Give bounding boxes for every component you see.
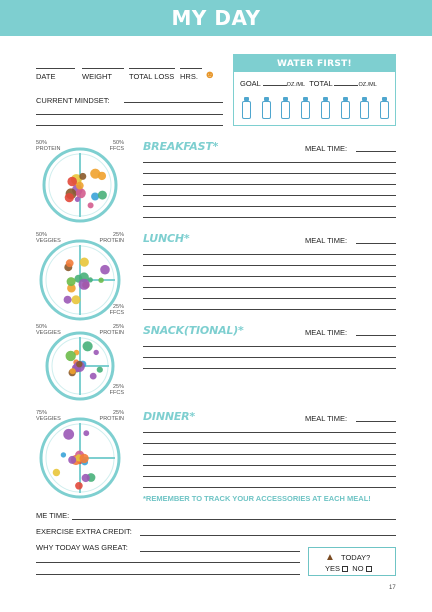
plate-left-label: 50% VEGGIES [36,324,61,336]
poop-yes-label: YES [325,564,341,573]
plate-right-label: 25% PROTEIN [99,410,124,422]
water-total-unit: OZ./ML [358,82,377,88]
water-heading: WATER FIRST! [234,55,395,72]
poop-yes-checkbox[interactable] [342,566,348,572]
weight-label: WEIGHT [82,72,112,81]
water-bottle-icon[interactable] [301,97,310,119]
mindset-line-2[interactable] [36,114,223,115]
water-total-label: TOTAL [309,79,333,88]
water-bottle-icon[interactable] [262,97,271,119]
water-bottle-icon[interactable] [341,97,350,119]
page-number: 17 [389,585,396,591]
plate-right-label: 50% FFCS [109,140,124,152]
hrs-label: HRS. [180,72,198,81]
meal-note-line[interactable] [143,162,396,163]
meal-title: DINNER* [143,410,195,423]
meal-note-line[interactable] [143,357,396,358]
hrs-line[interactable] [180,68,202,69]
me-time-line[interactable] [72,519,396,520]
current-mindset-label: CURRENT MINDSET: [36,96,110,105]
plate-left-label: 50% VEGGIES [36,232,61,244]
exercise-label: EXERCISE EXTRA CREDIT: [36,527,132,536]
meal-note-line[interactable] [143,443,396,444]
plate-right-label: 25% PROTEIN [99,324,124,336]
poop-no-checkbox[interactable] [366,566,372,572]
meal-note-line[interactable] [143,195,396,196]
water-bottle-icon[interactable] [360,97,369,119]
plate-diagram [39,417,121,499]
why-great-line-2[interactable] [36,562,300,563]
poop-no-label: NO [352,564,364,573]
meal-note-line[interactable] [143,432,396,433]
water-bottle-icon[interactable] [281,97,290,119]
meal-note-line[interactable] [143,173,396,174]
water-bottle-icon[interactable] [380,97,389,119]
meal-title: SNACK(TIONAL)* [143,324,244,337]
plate-left-label: 75% VEGGIES [36,410,61,422]
accessories-reminder: *REMEMBER TO TRACK YOUR ACCESSORIES AT EACH MEAL! [143,494,371,503]
plate-right-label: 25% PROTEIN [99,232,124,244]
meal-note-line[interactable] [143,454,396,455]
water-goal-unit: OZ./ML [286,82,306,88]
page-banner [0,0,432,36]
water-total-line[interactable] [334,85,358,86]
water-goal-line[interactable] [263,85,287,86]
water-goal-label: GOAL [240,79,261,88]
total-loss-line[interactable] [129,68,175,69]
plate-diagram [39,239,121,321]
date-line[interactable] [36,68,75,69]
meal-time-label: MEAL TIME: [305,236,348,245]
meal-note-line[interactable] [143,298,396,299]
total-loss-label: TOTAL LOSS [129,72,175,81]
meal-note-line[interactable] [143,465,396,466]
meal-note-line[interactable] [143,346,396,347]
plate-bottom-label: 25% FFCS [109,384,124,396]
meal-note-line[interactable] [143,254,396,255]
water-tracker [233,54,396,126]
meal-note-line[interactable] [143,217,396,218]
meal-time-line[interactable] [356,151,396,152]
plate-left-label: 50% PROTEIN [36,140,61,152]
plate-diagram [42,147,118,223]
water-bottles [242,97,389,119]
meal-note-line[interactable] [143,487,396,488]
meal-time-label: MEAL TIME: [305,414,348,423]
meal-note-line[interactable] [143,276,396,277]
why-great-line-1[interactable] [140,551,300,552]
weight-line[interactable] [82,68,124,69]
meal-time-line[interactable] [356,243,396,244]
water-goal-row [240,79,377,88]
why-great-label: WHY TODAY WAS GREAT: [36,543,128,552]
meal-title: BREAKFAST* [143,140,219,153]
water-bottle-icon[interactable] [242,97,251,119]
exercise-line[interactable] [140,535,396,536]
plate-bottom-label: 25% FFCS [109,304,124,316]
poop-icon: ▲ [325,552,335,563]
sleepy-face-icon: ☻ [204,69,216,81]
mindset-line-3[interactable] [36,125,223,126]
meal-note-line[interactable] [143,287,396,288]
meal-note-line[interactable] [143,184,396,185]
meal-time-line[interactable] [356,335,396,336]
water-bottle-icon[interactable] [321,97,330,119]
meal-note-line[interactable] [143,368,396,369]
meal-time-label: MEAL TIME: [305,328,348,337]
page-title: MY DAY [171,6,261,30]
meal-note-line[interactable] [143,265,396,266]
poop-tracker [308,547,396,576]
poop-question: TODAY? [341,553,371,562]
why-great-line-3[interactable] [36,574,300,575]
meal-note-line[interactable] [143,206,396,207]
mindset-line-1[interactable] [124,102,223,103]
meal-time-line[interactable] [356,421,396,422]
meal-title: LUNCH* [143,232,190,245]
date-label: DATE [36,72,56,81]
meal-time-label: MEAL TIME: [305,144,348,153]
meal-note-line[interactable] [143,476,396,477]
plate-diagram [45,331,115,401]
meal-note-line[interactable] [143,309,396,310]
poop-answers [325,564,372,573]
me-time-label: ME TIME: [36,511,70,520]
